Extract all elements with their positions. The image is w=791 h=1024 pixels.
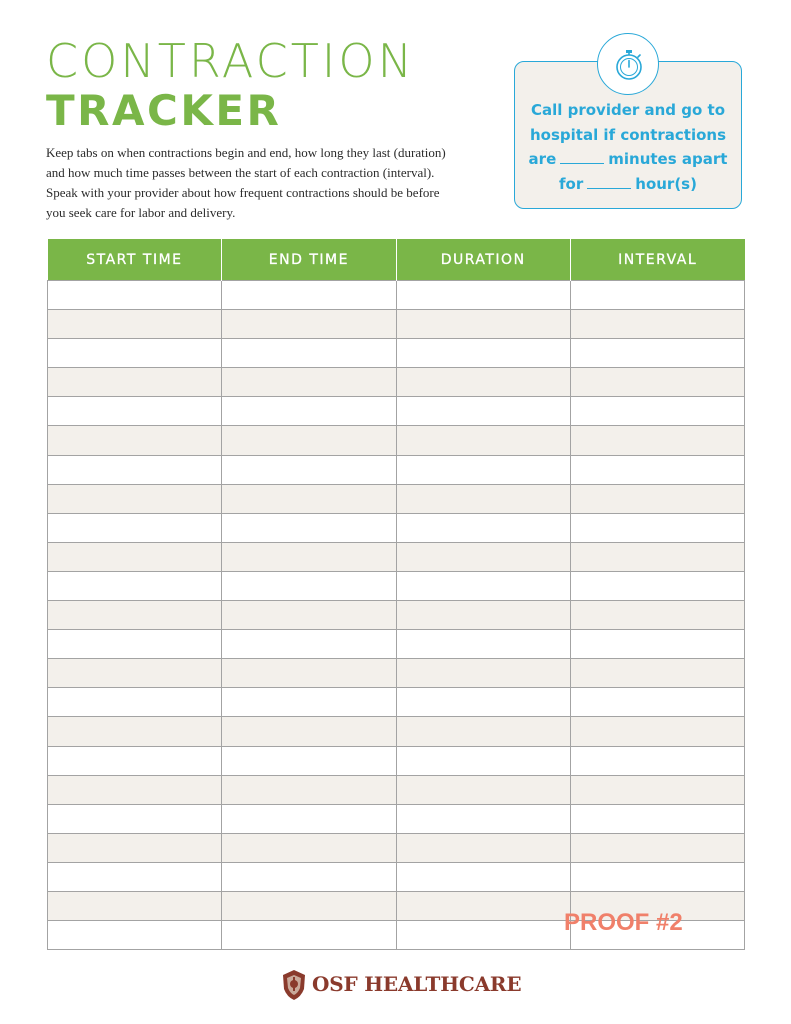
contraction-table	[47, 239, 745, 950]
cell-duration[interactable]	[396, 601, 570, 630]
table-row	[48, 717, 745, 746]
cell-end-time[interactable]	[222, 455, 396, 484]
table-row	[48, 484, 745, 513]
minutes-blank[interactable]	[560, 150, 604, 164]
cell-interval[interactable]	[570, 659, 744, 688]
table-row	[48, 368, 745, 397]
cell-duration[interactable]	[396, 804, 570, 833]
cell-interval[interactable]	[570, 746, 744, 775]
callout-line4-post: hour(s)	[635, 174, 697, 193]
cell-end-time[interactable]	[222, 746, 396, 775]
osf-crest-icon	[280, 967, 308, 1001]
table-row	[48, 310, 745, 339]
cell-end-time[interactable]	[222, 717, 396, 746]
cell-interval[interactable]	[570, 630, 744, 659]
cell-interval[interactable]	[570, 571, 744, 600]
cell-duration[interactable]	[396, 368, 570, 397]
cell-start-time[interactable]	[48, 601, 222, 630]
table-row	[48, 630, 745, 659]
table-row	[48, 571, 745, 600]
table-row	[48, 513, 745, 542]
stopwatch-icon	[597, 33, 659, 95]
cell-duration[interactable]	[396, 833, 570, 862]
cell-interval[interactable]	[570, 455, 744, 484]
cell-end-time[interactable]	[222, 804, 396, 833]
cell-start-time[interactable]	[48, 484, 222, 513]
cell-interval[interactable]	[570, 833, 744, 862]
cell-start-time[interactable]	[48, 775, 222, 804]
cell-start-time[interactable]	[48, 804, 222, 833]
cell-start-time[interactable]	[48, 630, 222, 659]
cell-duration[interactable]	[396, 339, 570, 368]
cell-start-time[interactable]	[48, 659, 222, 688]
cell-start-time[interactable]	[48, 426, 222, 455]
cell-end-time[interactable]	[222, 484, 396, 513]
callout-line2: hospital if contractions	[529, 125, 727, 144]
callout-line3-pre: are	[528, 150, 557, 168]
cell-interval[interactable]	[570, 397, 744, 426]
table-row	[48, 833, 745, 862]
cell-start-time[interactable]	[48, 513, 222, 542]
callout-line1: Call provider and go to	[530, 101, 726, 119]
cell-duration[interactable]	[396, 921, 570, 950]
cell-start-time[interactable]	[48, 717, 222, 746]
table-row	[48, 746, 745, 775]
cell-interval[interactable]	[570, 775, 744, 804]
cell-start-time[interactable]	[48, 921, 222, 950]
cell-duration[interactable]	[396, 310, 570, 339]
table-row	[48, 426, 745, 455]
cell-duration[interactable]	[396, 484, 570, 513]
hours-blank[interactable]	[587, 175, 631, 189]
table-row	[48, 804, 745, 833]
cell-end-time[interactable]	[222, 281, 396, 310]
cell-start-time[interactable]	[48, 397, 222, 426]
cell-duration[interactable]	[396, 688, 570, 717]
table-row	[48, 688, 745, 717]
table-row	[48, 601, 745, 630]
cell-interval[interactable]	[570, 513, 744, 542]
callout-line3-post: minutes apart	[608, 150, 728, 168]
cell-duration[interactable]	[396, 571, 570, 600]
cell-end-time[interactable]	[222, 397, 396, 426]
cell-duration[interactable]	[396, 397, 570, 426]
cell-start-time[interactable]	[48, 281, 222, 310]
cell-interval[interactable]	[570, 804, 744, 833]
cell-interval[interactable]	[570, 310, 744, 339]
intro-text: Keep tabs on when contractions begin and end, how long they last (duration) and how much time passes between the start of each contraction (interval). Speak with your provider about how frequent contractions should be before you seek care for labor and delivery.	[46, 145, 446, 220]
cell-interval[interactable]	[570, 688, 744, 717]
cell-end-time[interactable]	[222, 891, 396, 920]
page-title-line1: CONTRACTION	[46, 34, 415, 88]
cell-duration[interactable]	[396, 891, 570, 920]
cell-end-time[interactable]	[222, 775, 396, 804]
osf-logo	[280, 966, 521, 1002]
cell-end-time[interactable]	[222, 571, 396, 600]
cell-duration[interactable]	[396, 513, 570, 542]
cell-interval[interactable]	[570, 601, 744, 630]
cell-duration[interactable]	[396, 281, 570, 310]
cell-end-time[interactable]	[222, 921, 396, 950]
callout-text	[514, 98, 742, 196]
cell-end-time[interactable]	[222, 426, 396, 455]
column-header-start-time: START TIME	[48, 239, 222, 281]
cell-duration[interactable]	[396, 426, 570, 455]
cell-end-time[interactable]	[222, 310, 396, 339]
cell-start-time[interactable]	[48, 455, 222, 484]
cell-end-time[interactable]	[222, 833, 396, 862]
table-row	[48, 397, 745, 426]
cell-end-time[interactable]	[222, 688, 396, 717]
cell-duration[interactable]	[396, 542, 570, 571]
cell-start-time[interactable]	[48, 891, 222, 920]
column-header-duration: DURATION	[396, 239, 570, 281]
cell-start-time[interactable]	[48, 368, 222, 397]
cell-end-time[interactable]	[222, 601, 396, 630]
table-row	[48, 455, 745, 484]
cell-end-time[interactable]	[222, 542, 396, 571]
cell-start-time[interactable]	[48, 571, 222, 600]
proof-label: PROOF #2	[564, 909, 683, 936]
table-row	[48, 542, 745, 571]
table-row	[48, 281, 745, 310]
callout-line4	[514, 172, 742, 197]
cell-duration[interactable]	[396, 862, 570, 891]
cell-interval[interactable]	[570, 542, 744, 571]
cell-interval[interactable]	[570, 368, 744, 397]
cell-end-time[interactable]	[222, 368, 396, 397]
cell-duration[interactable]	[396, 746, 570, 775]
table-header-row	[48, 239, 745, 281]
cell-interval[interactable]	[570, 862, 744, 891]
table-row	[48, 339, 745, 368]
cell-end-time[interactable]	[222, 513, 396, 542]
cell-end-time[interactable]	[222, 659, 396, 688]
cell-duration[interactable]	[396, 775, 570, 804]
table-row	[48, 659, 745, 688]
cell-interval[interactable]	[570, 717, 744, 746]
callout-line3	[514, 147, 742, 172]
logo-text: OSF HEALTHCARE	[312, 972, 522, 996]
cell-start-time[interactable]	[48, 833, 222, 862]
cell-duration[interactable]	[396, 659, 570, 688]
cell-start-time[interactable]	[48, 310, 222, 339]
cell-duration[interactable]	[396, 455, 570, 484]
cell-duration[interactable]	[396, 630, 570, 659]
column-header-interval: INTERVAL	[570, 239, 744, 281]
cell-start-time[interactable]	[48, 862, 222, 891]
cell-end-time[interactable]	[222, 630, 396, 659]
cell-interval[interactable]	[570, 426, 744, 455]
table-row	[48, 775, 745, 804]
cell-duration[interactable]	[396, 717, 570, 746]
table-row	[48, 862, 745, 891]
page-title-line2: TRACKER	[46, 86, 282, 135]
cell-start-time[interactable]	[48, 339, 222, 368]
table-body	[48, 281, 745, 950]
cell-start-time[interactable]	[48, 746, 222, 775]
cell-interval[interactable]	[570, 484, 744, 513]
cell-interval[interactable]	[570, 281, 744, 310]
callout-line4-pre: for	[559, 174, 584, 193]
cell-end-time[interactable]	[222, 862, 396, 891]
cell-start-time[interactable]	[48, 688, 222, 717]
cell-end-time[interactable]	[222, 339, 396, 368]
cell-interval[interactable]	[570, 339, 744, 368]
cell-start-time[interactable]	[48, 542, 222, 571]
column-header-end-time: END TIME	[222, 239, 396, 281]
